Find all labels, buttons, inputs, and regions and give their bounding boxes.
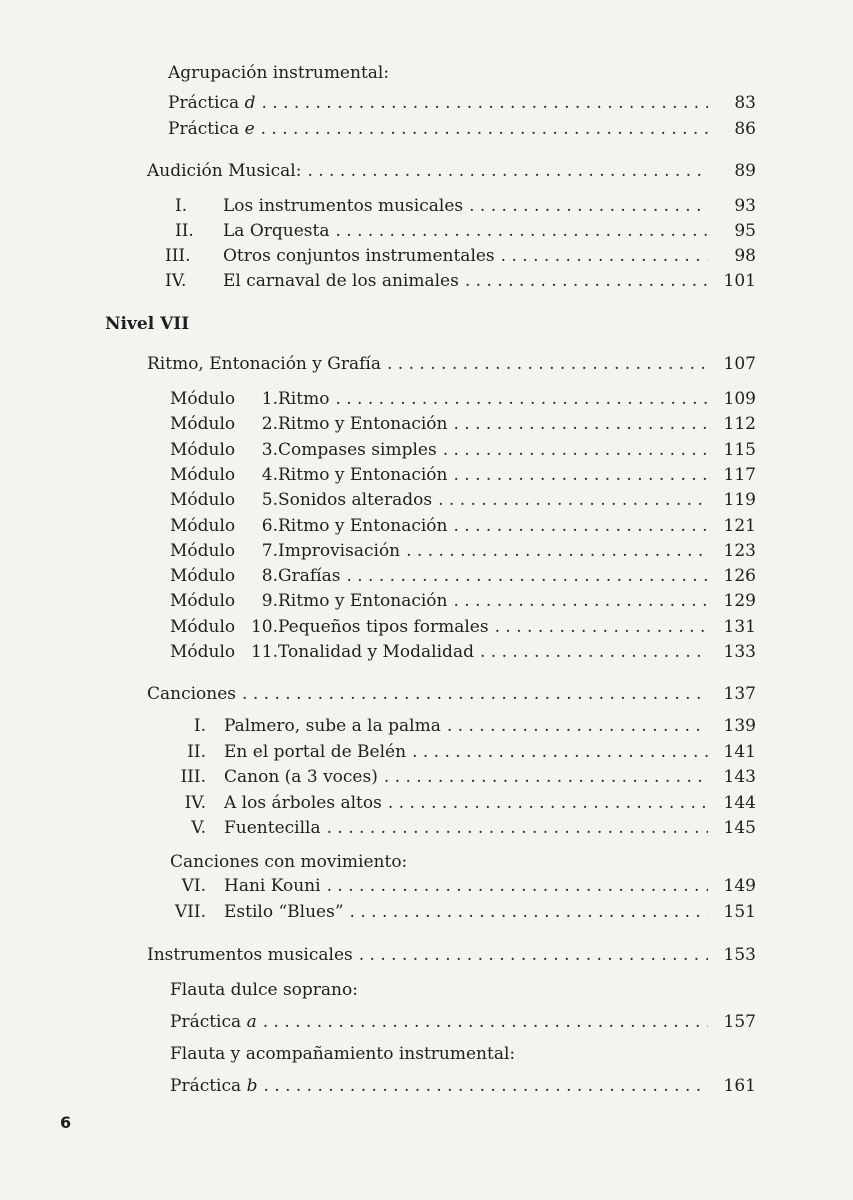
module-number: 5. xyxy=(261,490,278,511)
leader-dots xyxy=(443,437,708,463)
leader-dots xyxy=(242,681,708,707)
entry-label: Ritmo xyxy=(278,389,330,409)
entry-label: Hani Kouni xyxy=(224,876,321,896)
entry-label: Grafías xyxy=(278,566,341,587)
acompanamiento-heading: Flauta y acompañamiento instrumental: xyxy=(170,1044,516,1064)
module-word: Módulo xyxy=(170,540,236,561)
toc-entry-song xyxy=(150,873,756,899)
entry-label: Instrumentos musicales xyxy=(147,945,353,965)
entry-label-italic: b xyxy=(246,1076,258,1096)
leader-dots xyxy=(261,90,708,116)
entry-page: 109 xyxy=(723,389,756,409)
leader-dots xyxy=(261,116,708,142)
entry-page: 83 xyxy=(734,93,756,113)
entry-page: 141 xyxy=(723,741,756,762)
entry-label: Otros conjuntos instrumentales xyxy=(223,246,495,266)
toc-entry-song xyxy=(150,764,756,790)
module-number: 2. xyxy=(261,414,278,435)
entry-label: El carnaval de los animales xyxy=(223,271,459,291)
flauta-heading: Flauta dulce soprano: xyxy=(170,980,358,1000)
module-number: 1. xyxy=(261,389,278,409)
entry-label: Ritmo, Entonación y Grafía xyxy=(147,354,381,374)
entry-page: 153 xyxy=(723,945,756,965)
leader-dots xyxy=(454,513,709,539)
toc-entry-practica-d xyxy=(168,90,756,116)
entry-page: 149 xyxy=(723,876,756,896)
entry-number: IV. xyxy=(165,271,187,291)
entry-label: Tonalidad y Modalidad xyxy=(278,642,474,662)
agrupacion-heading: Agrupación instrumental: xyxy=(168,63,390,83)
leader-dots xyxy=(335,218,708,244)
entry-label: La Orquesta xyxy=(223,221,330,241)
toc-entry-module xyxy=(170,639,756,665)
entry-page: 101 xyxy=(723,271,756,291)
entry-page: 145 xyxy=(723,818,756,838)
toc-entry-module xyxy=(170,538,756,564)
leader-dots xyxy=(384,764,708,790)
entry-label: Fuentecilla xyxy=(224,818,321,838)
module-number: 7. xyxy=(261,540,278,561)
leader-dots xyxy=(346,563,708,589)
entry-label: Práctica xyxy=(168,93,245,113)
entry-page: 139 xyxy=(723,716,756,736)
module-word: Módulo xyxy=(170,642,236,662)
entry-page: 133 xyxy=(723,642,756,662)
module-number: 10. xyxy=(250,616,278,637)
toc-entry-audicion-3 xyxy=(165,243,756,269)
toc-entry-audicion-musical xyxy=(147,158,756,184)
toc-entry-audicion-2 xyxy=(175,218,756,244)
entry-page: 131 xyxy=(723,616,756,637)
leader-dots xyxy=(469,193,708,219)
entry-page: 121 xyxy=(723,515,756,536)
toc-entry-module xyxy=(170,487,756,513)
entry-page: 161 xyxy=(723,1076,756,1096)
entry-page: 107 xyxy=(723,354,756,374)
entry-page: 115 xyxy=(723,439,756,460)
entry-label: En el portal de Belén xyxy=(224,741,407,762)
toc-entry-ritmo-entonacion-grafia xyxy=(147,351,756,377)
leader-dots xyxy=(454,588,709,614)
entry-number: V. xyxy=(191,818,206,838)
entry-page: 93 xyxy=(734,196,756,216)
entry-number: III. xyxy=(165,246,191,266)
toc-entry-module xyxy=(170,462,756,488)
module-number: 9. xyxy=(261,591,278,612)
toc-entry-audicion-1 xyxy=(175,193,756,219)
toc-entry-module xyxy=(170,513,756,539)
entry-number: II. xyxy=(187,741,206,762)
leader-dots xyxy=(495,614,708,640)
entry-page: 98 xyxy=(734,246,756,266)
entry-number: II. xyxy=(175,221,194,241)
toc-entry-song xyxy=(150,713,756,739)
leader-dots xyxy=(454,462,709,488)
toc-entry-instrumentos-musicales xyxy=(147,942,756,968)
entry-page: 86 xyxy=(734,119,756,139)
module-number: 4. xyxy=(261,464,278,485)
leader-dots xyxy=(307,158,708,184)
toc-entry-audicion-4 xyxy=(165,268,756,294)
module-word: Módulo xyxy=(170,515,236,536)
entry-label: Práctica xyxy=(170,1012,247,1032)
leader-dots xyxy=(447,713,708,739)
entry-page: 151 xyxy=(723,901,756,922)
toc-entry-practica-e xyxy=(168,116,756,142)
leader-dots xyxy=(327,815,708,841)
leader-dots xyxy=(454,411,709,437)
entry-label: Palmero, sube a la palma xyxy=(224,716,441,736)
entry-label: Práctica xyxy=(170,1076,247,1096)
leader-dots xyxy=(465,268,708,294)
leader-dots xyxy=(501,243,708,269)
canciones-movimiento-heading: Canciones con movimiento: xyxy=(170,852,408,872)
leader-dots xyxy=(327,873,708,899)
entry-label: Canciones xyxy=(147,684,237,704)
leader-dots xyxy=(350,899,708,925)
entry-label: Los instrumentos musicales xyxy=(223,196,464,216)
toc-entry-practica-a xyxy=(170,1009,756,1035)
toc-entry-song xyxy=(150,815,756,841)
entry-label: Pequeños tipos formales xyxy=(278,616,489,637)
leader-dots xyxy=(335,386,708,412)
entry-label: Ritmo y Entonación xyxy=(278,515,448,536)
toc-entry-module xyxy=(170,614,756,640)
entry-page: 123 xyxy=(723,540,756,561)
entry-label: Ritmo y Entonación xyxy=(278,464,448,485)
leader-dots xyxy=(387,351,708,377)
toc-entry-module xyxy=(170,588,756,614)
entry-label-italic: a xyxy=(246,1012,257,1032)
module-word: Módulo xyxy=(170,490,236,511)
module-number: 8. xyxy=(261,566,278,587)
toc-entry-module xyxy=(170,563,756,589)
toc-entry-module xyxy=(170,437,756,463)
module-word: Módulo xyxy=(170,591,236,612)
toc-entry-song xyxy=(150,739,756,765)
leader-dots xyxy=(388,790,708,816)
entry-number: I. xyxy=(175,196,188,216)
entry-page: 137 xyxy=(723,684,756,704)
entry-page: 89 xyxy=(734,161,756,181)
module-word: Módulo xyxy=(170,389,236,409)
entry-label: Improvisación xyxy=(278,540,401,561)
leader-dots xyxy=(480,639,708,665)
entry-label: Estilo “Blues” xyxy=(224,901,344,922)
entry-number: VII. xyxy=(174,901,206,922)
module-number: 3. xyxy=(261,439,278,460)
entry-page: 129 xyxy=(723,591,756,612)
entry-number: IV. xyxy=(184,792,206,813)
entry-page: 95 xyxy=(734,221,756,241)
entry-label: Ritmo y Entonación xyxy=(278,591,448,612)
entry-page: 126 xyxy=(723,566,756,587)
entry-label: Canon (a 3 voces) xyxy=(224,767,378,787)
entry-page: 117 xyxy=(723,464,756,485)
module-word: Módulo xyxy=(170,566,236,587)
entry-label: Sonidos alterados xyxy=(278,490,433,511)
entry-number: III. xyxy=(180,767,206,787)
page-number: 6 xyxy=(60,1113,72,1132)
toc-entry-practica-b xyxy=(170,1073,756,1099)
entry-label: Práctica xyxy=(168,119,245,139)
module-word: Módulo xyxy=(170,616,236,637)
leader-dots xyxy=(438,487,708,513)
module-word: Módulo xyxy=(170,439,236,460)
toc-entry-module xyxy=(170,411,756,437)
entry-label: Compases simples xyxy=(278,439,437,460)
entry-number: I. xyxy=(193,716,206,736)
toc-entry-module xyxy=(170,386,756,412)
entry-page: 157 xyxy=(723,1012,756,1032)
module-number: 6. xyxy=(261,515,278,536)
entry-label: Audición Musical: xyxy=(147,161,302,181)
entry-number: VI. xyxy=(181,876,206,896)
module-number: 11. xyxy=(250,642,278,662)
entry-page: 119 xyxy=(723,490,756,511)
nivel-heading: Nivel VII xyxy=(105,314,190,334)
leader-dots xyxy=(412,739,708,765)
leader-dots xyxy=(406,538,708,564)
leader-dots xyxy=(359,942,708,968)
entry-label-italic: e xyxy=(244,119,255,139)
entry-label: Ritmo y Entonación xyxy=(278,414,448,435)
entry-label-italic: d xyxy=(244,93,256,113)
module-word: Módulo xyxy=(170,414,236,435)
toc-entry-song xyxy=(150,899,756,925)
entry-page: 143 xyxy=(723,767,756,787)
module-word: Módulo xyxy=(170,464,236,485)
toc-entry-song xyxy=(150,790,756,816)
leader-dots xyxy=(263,1073,708,1099)
entry-page: 112 xyxy=(723,414,756,435)
toc-entry-canciones xyxy=(147,681,756,707)
entry-page: 144 xyxy=(723,792,756,813)
leader-dots xyxy=(263,1009,708,1035)
entry-label: A los árboles altos xyxy=(224,792,382,813)
